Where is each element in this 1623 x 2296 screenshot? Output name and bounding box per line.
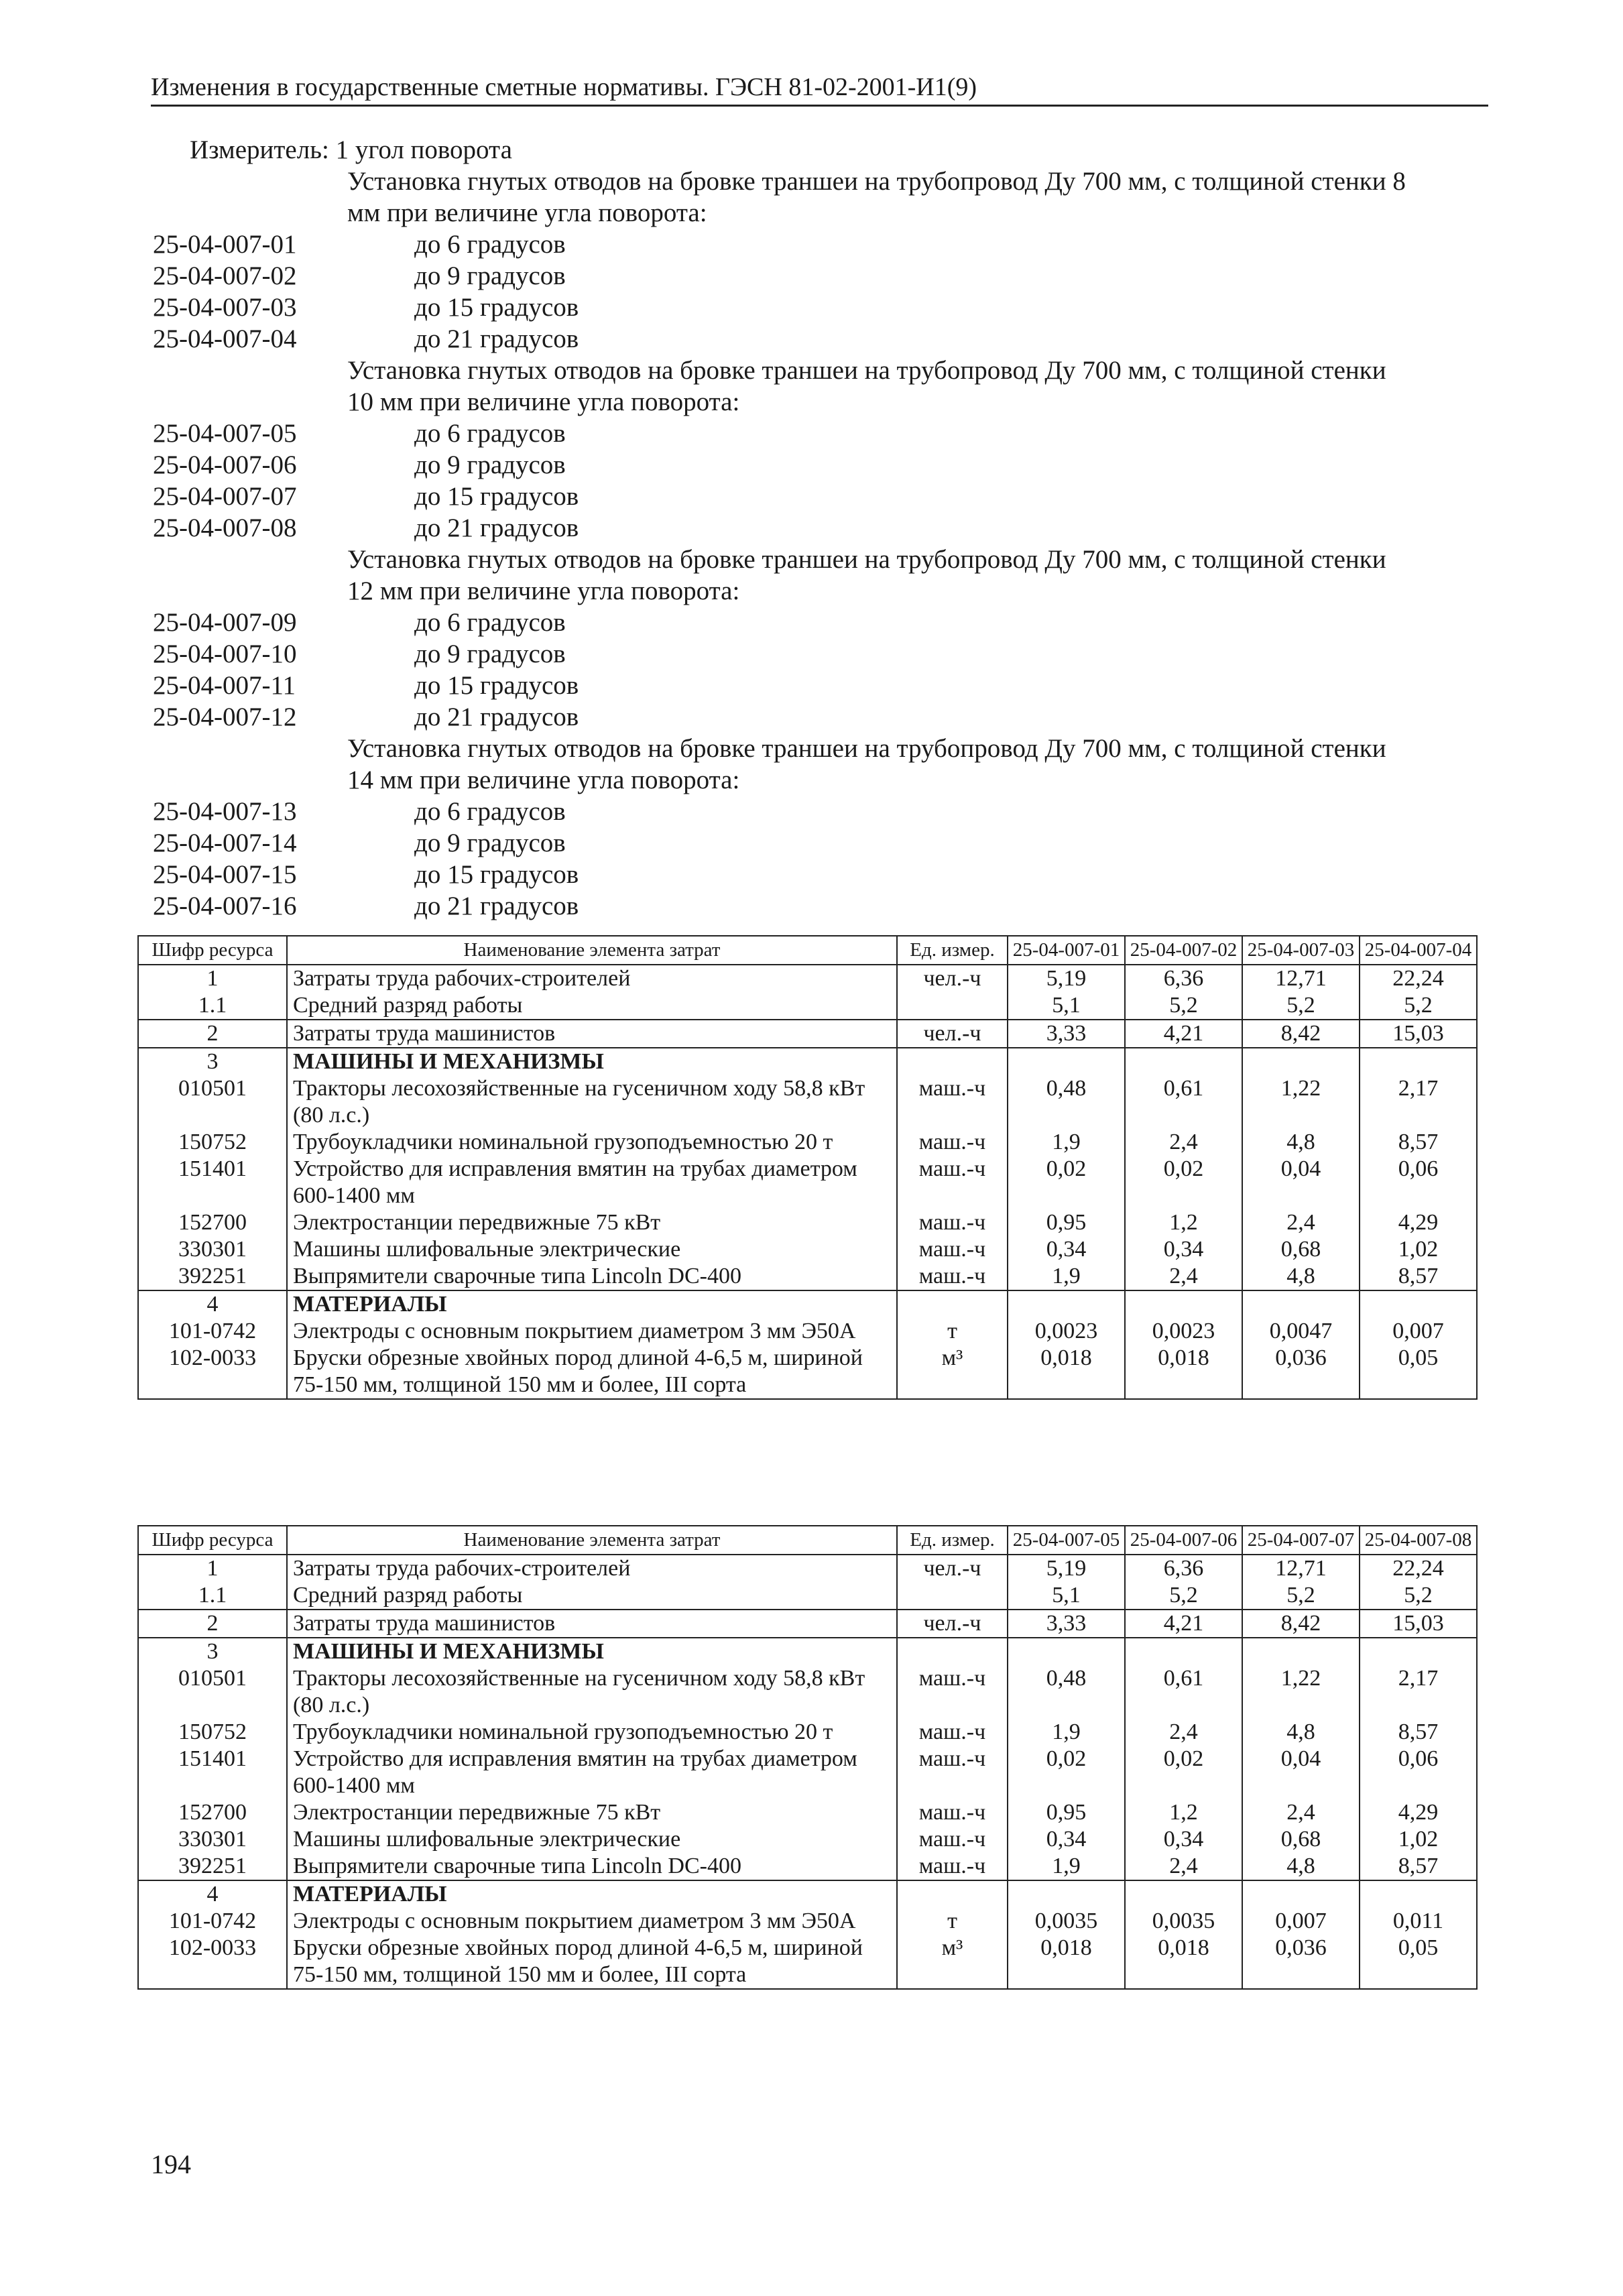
resource-value bbox=[1008, 1048, 1125, 1075]
norm-code: 25-04-007-02 bbox=[153, 261, 297, 290]
resource-value: 5,2 bbox=[1125, 1582, 1242, 1610]
table-row bbox=[138, 1610, 1477, 1638]
header-norm-code: 25-04-007-04 bbox=[1360, 936, 1477, 965]
table-row bbox=[138, 1826, 1477, 1853]
table-row bbox=[138, 1156, 1477, 1209]
resource-code: 150752 bbox=[138, 1719, 287, 1746]
norm-label: до 15 градусов bbox=[414, 671, 579, 700]
resource-code: 151401 bbox=[138, 1746, 287, 1799]
table-row bbox=[138, 1290, 1477, 1318]
resource-name: Тракторы лесохозяйственные на гусеничном ходу 58,8 кВт (80 л.с.) bbox=[287, 1075, 897, 1129]
resource-value: 8,57 bbox=[1360, 1129, 1477, 1156]
resource-name: МАШИНЫ И МЕХАНИЗМЫ bbox=[287, 1048, 897, 1075]
table-row bbox=[138, 1075, 1477, 1129]
norm-code: 25-04-007-04 bbox=[153, 324, 297, 353]
resource-unit bbox=[897, 992, 1008, 1020]
page-number: 194 bbox=[151, 2149, 191, 2179]
norm-label: до 21 градусов bbox=[414, 513, 579, 542]
resource-value: 5,2 bbox=[1360, 1582, 1477, 1610]
table-row bbox=[138, 1129, 1477, 1156]
resource-value: 0,05 bbox=[1360, 1345, 1477, 1399]
table-row bbox=[138, 992, 1477, 1020]
norm-label: до 6 градусов bbox=[414, 230, 566, 259]
resource-value: 0,34 bbox=[1008, 1826, 1125, 1853]
group-title: Установка гнутых отводов на бровке траншеи на трубопровод Ду 700 мм, с толщиной стенки bbox=[347, 545, 1386, 574]
resource-code: 102-0033 bbox=[138, 1345, 287, 1399]
norm-code: 25-04-007-14 bbox=[153, 829, 297, 857]
norm-item bbox=[153, 512, 1494, 544]
resource-code: 101-0742 bbox=[138, 1318, 287, 1345]
resource-unit: м³ bbox=[897, 1935, 1008, 1989]
resource-code: 3 bbox=[138, 1638, 287, 1665]
resource-value: 5,1 bbox=[1008, 1582, 1125, 1610]
resource-code: 330301 bbox=[138, 1236, 287, 1263]
norm-item bbox=[153, 449, 1494, 481]
norm-item bbox=[153, 229, 1494, 260]
resource-value: 5,2 bbox=[1125, 992, 1242, 1020]
resource-unit: маш.-ч bbox=[897, 1129, 1008, 1156]
resource-name: Выпрямители сварочные типа Lincoln DC-400 bbox=[287, 1853, 897, 1880]
resource-value: 0,61 bbox=[1125, 1665, 1242, 1719]
group-title-cont: 14 мм при величине угла поворота: bbox=[347, 766, 740, 794]
norm-code: 25-04-007-15 bbox=[153, 860, 297, 889]
table-row bbox=[138, 1719, 1477, 1746]
resource-name: Затраты труда рабочих-строителей bbox=[287, 965, 897, 992]
resource-value bbox=[1242, 1290, 1360, 1318]
resource-unit: маш.-ч bbox=[897, 1209, 1008, 1236]
resource-code: 1.1 bbox=[138, 992, 287, 1020]
resource-unit: чел.-ч bbox=[897, 965, 1008, 992]
resource-unit bbox=[897, 1638, 1008, 1665]
resource-code: 010501 bbox=[138, 1665, 287, 1719]
norm-item bbox=[153, 827, 1494, 859]
table-row bbox=[138, 1318, 1477, 1345]
norm-list bbox=[153, 134, 1494, 922]
norm-label: до 6 градусов bbox=[414, 797, 566, 826]
header-unit: Ед. измер. bbox=[897, 936, 1008, 965]
resource-unit: чел.-ч bbox=[897, 1020, 1008, 1048]
resource-value: 0,018 bbox=[1125, 1935, 1242, 1989]
norm-code: 25-04-007-01 bbox=[153, 230, 297, 259]
resource-name: Машины шлифовальные электрические bbox=[287, 1826, 897, 1853]
resource-name: Электростанции передвижные 75 кВт bbox=[287, 1799, 897, 1826]
norm-label: до 9 градусов bbox=[414, 450, 566, 479]
table-row bbox=[138, 1908, 1477, 1935]
resource-value: 0,68 bbox=[1242, 1826, 1360, 1853]
resource-value bbox=[1125, 1880, 1242, 1908]
resource-name: Бруски обрезные хвойных пород длиной 4-6,5 м, шириной 75-150 мм, толщиной 150 мм и более, III сорта bbox=[287, 1935, 897, 1989]
resource-unit bbox=[897, 1048, 1008, 1075]
header-norm-code: 25-04-007-03 bbox=[1242, 936, 1360, 965]
resource-code: 150752 bbox=[138, 1129, 287, 1156]
resource-code: 2 bbox=[138, 1610, 287, 1638]
resource-value: 5,2 bbox=[1242, 992, 1360, 1020]
resource-value: 0,34 bbox=[1125, 1236, 1242, 1263]
resource-value: 1,9 bbox=[1008, 1129, 1125, 1156]
resource-unit bbox=[897, 1290, 1008, 1318]
resource-value: 0,036 bbox=[1242, 1935, 1360, 1989]
resource-unit: маш.-ч bbox=[897, 1665, 1008, 1719]
resource-value bbox=[1242, 1638, 1360, 1665]
table-header-row bbox=[138, 936, 1477, 965]
norm-label: до 9 градусов bbox=[414, 261, 566, 290]
resource-code: 1 bbox=[138, 965, 287, 992]
resource-value: 0,04 bbox=[1242, 1156, 1360, 1209]
resource-value: 4,8 bbox=[1242, 1853, 1360, 1880]
resource-value: 22,24 bbox=[1360, 965, 1477, 992]
resource-value: 0,04 bbox=[1242, 1746, 1360, 1799]
resource-value: 15,03 bbox=[1360, 1020, 1477, 1048]
resource-value: 5,2 bbox=[1242, 1582, 1360, 1610]
resource-name: Трубоукладчики номинальной грузоподъемностью 20 т bbox=[287, 1719, 897, 1746]
resource-name: Устройство для исправления вмятин на трубах диаметром 600-1400 мм bbox=[287, 1746, 897, 1799]
resource-value: 22,24 bbox=[1360, 1555, 1477, 1582]
resource-value: 6,36 bbox=[1125, 965, 1242, 992]
resource-value: 4,21 bbox=[1125, 1020, 1242, 1048]
resource-name: Затраты труда машинистов bbox=[287, 1020, 897, 1048]
resource-value: 1,9 bbox=[1008, 1263, 1125, 1290]
norm-label: до 9 градусов bbox=[414, 829, 566, 857]
resource-value: 4,21 bbox=[1125, 1610, 1242, 1638]
norm-item bbox=[153, 323, 1494, 355]
table-row bbox=[138, 1665, 1477, 1719]
resource-value bbox=[1125, 1638, 1242, 1665]
norm-item bbox=[153, 607, 1494, 638]
resource-value: 0,0047 bbox=[1242, 1318, 1360, 1345]
resource-value: 0,61 bbox=[1125, 1075, 1242, 1129]
norm-item bbox=[153, 796, 1494, 827]
resource-value: 4,29 bbox=[1360, 1799, 1477, 1826]
resource-name: Электроды с основным покрытием диаметром 3 мм Э50А bbox=[287, 1908, 897, 1935]
resource-code: 330301 bbox=[138, 1826, 287, 1853]
resource-value: 8,57 bbox=[1360, 1263, 1477, 1290]
table-row bbox=[138, 1209, 1477, 1236]
norm-label: до 21 градусов bbox=[414, 892, 579, 920]
resource-value: 5,1 bbox=[1008, 992, 1125, 1020]
resource-code: 102-0033 bbox=[138, 1935, 287, 1989]
resource-value bbox=[1360, 1638, 1477, 1665]
norm-item bbox=[153, 890, 1494, 922]
resource-value bbox=[1360, 1048, 1477, 1075]
group-title-cont: 10 мм при величине угла поворота: bbox=[347, 387, 740, 416]
resource-name: МАТЕРИАЛЫ bbox=[287, 1880, 897, 1908]
resource-unit: маш.-ч bbox=[897, 1826, 1008, 1853]
resource-name: Электроды с основным покрытием диаметром 3 мм Э50А bbox=[287, 1318, 897, 1345]
resource-value: 0,34 bbox=[1125, 1826, 1242, 1853]
resource-value: 12,71 bbox=[1242, 1555, 1360, 1582]
norm-code: 25-04-007-05 bbox=[153, 419, 297, 448]
resource-value: 4,8 bbox=[1242, 1263, 1360, 1290]
resource-value: 2,4 bbox=[1242, 1209, 1360, 1236]
norm-code: 25-04-007-13 bbox=[153, 797, 297, 826]
resource-code: 152700 bbox=[138, 1209, 287, 1236]
resource-value: 1,2 bbox=[1125, 1209, 1242, 1236]
norm-code: 25-04-007-03 bbox=[153, 293, 297, 322]
resource-value: 0,007 bbox=[1360, 1318, 1477, 1345]
resource-value: 4,8 bbox=[1242, 1719, 1360, 1746]
resource-value: 12,71 bbox=[1242, 965, 1360, 992]
header-norm-code: 25-04-007-02 bbox=[1125, 936, 1242, 965]
measure-line: Измеритель: 1 угол поворота bbox=[190, 135, 512, 164]
page-header: Изменения в государственные сметные нормативы. ГЭСН 81-02-2001-И1(9) bbox=[151, 72, 1488, 107]
resource-unit: чел.-ч bbox=[897, 1555, 1008, 1582]
resource-value: 0,0023 bbox=[1008, 1318, 1125, 1345]
resource-value: 0,0035 bbox=[1008, 1908, 1125, 1935]
header-norm-code: 25-04-007-07 bbox=[1242, 1526, 1360, 1555]
table-row bbox=[138, 1880, 1477, 1908]
norm-code: 25-04-007-06 bbox=[153, 450, 297, 479]
resource-value bbox=[1360, 1290, 1477, 1318]
resource-unit: маш.-ч bbox=[897, 1263, 1008, 1290]
resource-value: 1,9 bbox=[1008, 1853, 1125, 1880]
resource-name: Машины шлифовальные электрические bbox=[287, 1236, 897, 1263]
resource-value: 1,02 bbox=[1360, 1236, 1477, 1263]
norm-label: до 21 градусов bbox=[414, 703, 579, 731]
norm-item bbox=[153, 481, 1494, 512]
resource-unit bbox=[897, 1582, 1008, 1610]
header-norm-code: 25-04-007-08 bbox=[1360, 1526, 1477, 1555]
norm-groups bbox=[153, 166, 1494, 922]
resource-value: 0,02 bbox=[1008, 1156, 1125, 1209]
resource-value: 1,22 bbox=[1242, 1075, 1360, 1129]
norm-item bbox=[153, 859, 1494, 890]
resource-unit: маш.-ч bbox=[897, 1156, 1008, 1209]
resource-name: МАШИНЫ И МЕХАНИЗМЫ bbox=[287, 1638, 897, 1665]
resource-name: Электростанции передвижные 75 кВт bbox=[287, 1209, 897, 1236]
resource-value: 0,018 bbox=[1008, 1345, 1125, 1399]
header-norm-code: 25-04-007-06 bbox=[1125, 1526, 1242, 1555]
resource-value: 8,57 bbox=[1360, 1853, 1477, 1880]
resource-value: 3,33 bbox=[1008, 1020, 1125, 1048]
resource-name: Устройство для исправления вмятин на трубах диаметром 600-1400 мм bbox=[287, 1156, 897, 1209]
resource-value: 0,48 bbox=[1008, 1665, 1125, 1719]
resource-value: 0,018 bbox=[1125, 1345, 1242, 1399]
resource-value: 0,06 bbox=[1360, 1746, 1477, 1799]
group-title-cont: 12 мм при величине угла поворота: bbox=[347, 577, 740, 605]
resource-code: 392251 bbox=[138, 1853, 287, 1880]
resource-code: 152700 bbox=[138, 1799, 287, 1826]
resource-code: 1.1 bbox=[138, 1582, 287, 1610]
norm-code: 25-04-007-08 bbox=[153, 513, 297, 542]
norm-label: до 15 градусов bbox=[414, 482, 579, 511]
resource-value: 8,42 bbox=[1242, 1610, 1360, 1638]
resource-value: 0,05 bbox=[1360, 1935, 1477, 1989]
resource-code: 2 bbox=[138, 1020, 287, 1048]
norm-code: 25-04-007-07 bbox=[153, 482, 297, 511]
header-code: Шифр ресурса bbox=[138, 1526, 287, 1555]
resource-value: 0,68 bbox=[1242, 1236, 1360, 1263]
resource-value: 4,29 bbox=[1360, 1209, 1477, 1236]
header-name: Наименование элемента затрат bbox=[287, 936, 897, 965]
resource-unit: чел.-ч bbox=[897, 1610, 1008, 1638]
table-row bbox=[138, 1263, 1477, 1290]
resource-value: 0,34 bbox=[1008, 1236, 1125, 1263]
norm-item bbox=[153, 260, 1494, 292]
resource-value: 1,9 bbox=[1008, 1719, 1125, 1746]
norm-label: до 15 градусов bbox=[414, 293, 579, 322]
table-row bbox=[138, 1638, 1477, 1665]
norm-code: 25-04-007-16 bbox=[153, 892, 297, 920]
table-row bbox=[138, 965, 1477, 992]
norm-code: 25-04-007-12 bbox=[153, 703, 297, 731]
resource-value bbox=[1125, 1048, 1242, 1075]
resource-code: 101-0742 bbox=[138, 1908, 287, 1935]
norm-code: 25-04-007-10 bbox=[153, 640, 297, 668]
group-title-cont: мм при величине угла поворота: bbox=[347, 198, 707, 227]
resource-code: 151401 bbox=[138, 1156, 287, 1209]
table-row bbox=[138, 1345, 1477, 1399]
group-title: Установка гнутых отводов на бровке траншеи на трубопровод Ду 700 мм, с толщиной стенки bbox=[347, 356, 1386, 385]
resource-value: 0,007 bbox=[1242, 1908, 1360, 1935]
resource-value: 1,2 bbox=[1125, 1799, 1242, 1826]
resource-value: 8,57 bbox=[1360, 1719, 1477, 1746]
cost-table-2 bbox=[137, 1525, 1478, 1990]
resource-code: 3 bbox=[138, 1048, 287, 1075]
resource-value bbox=[1242, 1880, 1360, 1908]
norm-item bbox=[153, 670, 1494, 701]
resource-name: Затраты труда машинистов bbox=[287, 1610, 897, 1638]
resource-name: Трубоукладчики номинальной грузоподъемностью 20 т bbox=[287, 1129, 897, 1156]
table-row bbox=[138, 1746, 1477, 1799]
resource-value bbox=[1008, 1290, 1125, 1318]
resource-value: 2,4 bbox=[1125, 1719, 1242, 1746]
table-row bbox=[138, 1799, 1477, 1826]
resource-value: 0,02 bbox=[1125, 1156, 1242, 1209]
resource-name: Тракторы лесохозяйственные на гусеничном ходу 58,8 кВт (80 л.с.) bbox=[287, 1665, 897, 1719]
resource-value: 15,03 bbox=[1360, 1610, 1477, 1638]
resource-value: 0,95 bbox=[1008, 1209, 1125, 1236]
resource-name: МАТЕРИАЛЫ bbox=[287, 1290, 897, 1318]
resource-value: 5,19 bbox=[1008, 965, 1125, 992]
table-row bbox=[138, 1555, 1477, 1582]
resource-value bbox=[1008, 1880, 1125, 1908]
table-row bbox=[138, 1853, 1477, 1880]
header-code: Шифр ресурса bbox=[138, 936, 287, 965]
table-row bbox=[138, 1582, 1477, 1610]
resource-value: 2,4 bbox=[1125, 1853, 1242, 1880]
resource-value: 0,06 bbox=[1360, 1156, 1477, 1209]
resource-name: Бруски обрезные хвойных пород длиной 4-6,5 м, шириной 75-150 мм, толщиной 150 мм и более, III сорта bbox=[287, 1345, 897, 1399]
table-row bbox=[138, 1236, 1477, 1263]
header-name: Наименование элемента затрат bbox=[287, 1526, 897, 1555]
resource-value: 2,4 bbox=[1125, 1263, 1242, 1290]
table-row bbox=[138, 1048, 1477, 1075]
norm-item bbox=[153, 701, 1494, 733]
resource-value: 0,011 bbox=[1360, 1908, 1477, 1935]
norm-label: до 6 градусов bbox=[414, 608, 566, 637]
norm-code: 25-04-007-11 bbox=[153, 671, 296, 700]
resource-value: 1,22 bbox=[1242, 1665, 1360, 1719]
group-title: Установка гнутых отводов на бровке траншеи на трубопровод Ду 700 мм, с толщиной стенки bbox=[347, 734, 1386, 763]
norm-item bbox=[153, 292, 1494, 323]
header-unit: Ед. измер. bbox=[897, 1526, 1008, 1555]
resource-unit: маш.-ч bbox=[897, 1746, 1008, 1799]
table-header-row bbox=[138, 1526, 1477, 1555]
resource-unit bbox=[897, 1880, 1008, 1908]
norm-item bbox=[153, 638, 1494, 670]
group-title: Установка гнутых отводов на бровке траншеи на трубопровод Ду 700 мм, с толщиной стенки 8 bbox=[347, 167, 1406, 196]
resource-value: 0,0035 bbox=[1125, 1908, 1242, 1935]
resource-value: 2,17 bbox=[1360, 1665, 1477, 1719]
resource-code: 1 bbox=[138, 1555, 287, 1582]
resource-unit: м³ bbox=[897, 1345, 1008, 1399]
table-row bbox=[138, 1935, 1477, 1989]
header-norm-code: 25-04-007-01 bbox=[1008, 936, 1125, 965]
cost-table-1 bbox=[137, 935, 1478, 1400]
table-row bbox=[138, 1020, 1477, 1048]
resource-unit: маш.-ч bbox=[897, 1719, 1008, 1746]
norm-label: до 9 градусов bbox=[414, 640, 566, 668]
header-norm-code: 25-04-007-05 bbox=[1008, 1526, 1125, 1555]
resource-value: 0,036 bbox=[1242, 1345, 1360, 1399]
resource-value: 2,17 bbox=[1360, 1075, 1477, 1129]
resource-value: 0,02 bbox=[1125, 1746, 1242, 1799]
norm-item bbox=[153, 418, 1494, 449]
norm-label: до 21 градусов bbox=[414, 324, 579, 353]
resource-value: 2,4 bbox=[1242, 1799, 1360, 1826]
resource-value: 0,018 bbox=[1008, 1935, 1125, 1989]
resource-unit: т bbox=[897, 1318, 1008, 1345]
resource-code: 4 bbox=[138, 1880, 287, 1908]
resource-code: 4 bbox=[138, 1290, 287, 1318]
resource-value: 0,02 bbox=[1008, 1746, 1125, 1799]
resource-value: 0,48 bbox=[1008, 1075, 1125, 1129]
resource-value: 8,42 bbox=[1242, 1020, 1360, 1048]
resource-unit: маш.-ч bbox=[897, 1853, 1008, 1880]
resource-value: 3,33 bbox=[1008, 1610, 1125, 1638]
norm-label: до 6 градусов bbox=[414, 419, 566, 448]
resource-unit: маш.-ч bbox=[897, 1799, 1008, 1826]
resource-value: 0,95 bbox=[1008, 1799, 1125, 1826]
norm-label: до 15 градусов bbox=[414, 860, 579, 889]
resource-unit: маш.-ч bbox=[897, 1075, 1008, 1129]
resource-code: 010501 bbox=[138, 1075, 287, 1129]
resource-name: Средний разряд работы bbox=[287, 1582, 897, 1610]
resource-unit: маш.-ч bbox=[897, 1236, 1008, 1263]
resource-value: 5,2 bbox=[1360, 992, 1477, 1020]
resource-value: 2,4 bbox=[1125, 1129, 1242, 1156]
norm-code: 25-04-007-09 bbox=[153, 608, 297, 637]
resource-value bbox=[1360, 1880, 1477, 1908]
resource-value: 1,02 bbox=[1360, 1826, 1477, 1853]
resource-value bbox=[1125, 1290, 1242, 1318]
resource-value: 6,36 bbox=[1125, 1555, 1242, 1582]
resource-value bbox=[1008, 1638, 1125, 1665]
resource-value: 4,8 bbox=[1242, 1129, 1360, 1156]
resource-name: Выпрямители сварочные типа Lincoln DC-400 bbox=[287, 1263, 897, 1290]
resource-value: 0,0023 bbox=[1125, 1318, 1242, 1345]
resource-code: 392251 bbox=[138, 1263, 287, 1290]
resource-name: Затраты труда рабочих-строителей bbox=[287, 1555, 897, 1582]
resource-value: 5,19 bbox=[1008, 1555, 1125, 1582]
resource-unit: т bbox=[897, 1908, 1008, 1935]
resource-value bbox=[1242, 1048, 1360, 1075]
resource-name: Средний разряд работы bbox=[287, 992, 897, 1020]
